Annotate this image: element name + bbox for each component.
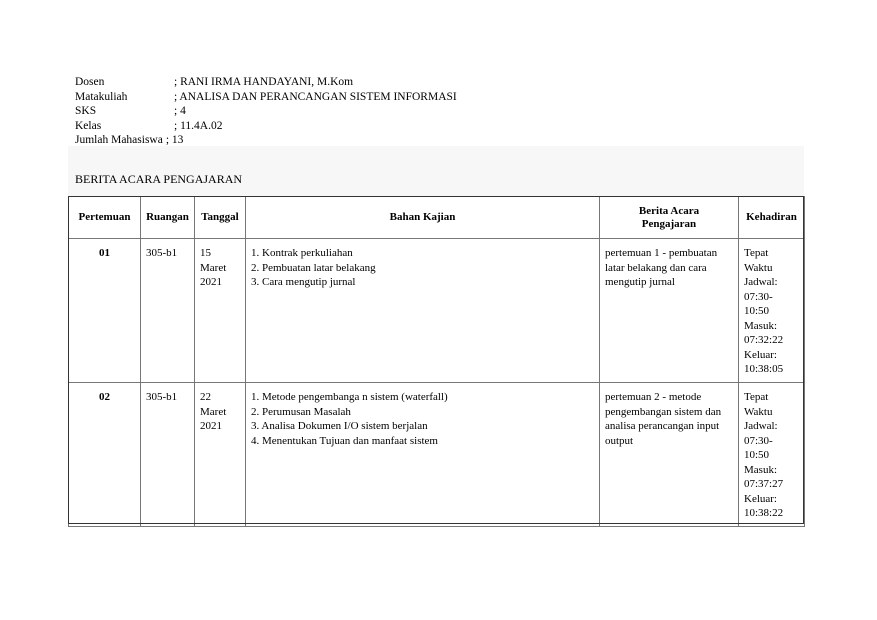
kehadiran-line: Jadwal: bbox=[744, 420, 778, 432]
kehadiran-line: 10:38:22 bbox=[744, 507, 784, 519]
col-berita-acara: Berita Acara Pengajaran bbox=[600, 197, 739, 239]
info-label: SKS bbox=[75, 105, 97, 118]
topic-item: 3. Analisa Dokumen I/O sistem berjalan bbox=[251, 420, 428, 432]
tanggal-month: Maret bbox=[200, 261, 227, 274]
tanggal-year: 2021 bbox=[200, 276, 222, 288]
kehadiran-line: 10:50 bbox=[744, 449, 770, 461]
cell-pertemuan: 01 bbox=[69, 239, 141, 383]
kehadiran-line: 07:30- bbox=[744, 290, 773, 303]
page-title: BERITA ACARA PENGAJARAN bbox=[75, 172, 243, 186]
cell-tanggal bbox=[195, 239, 246, 383]
tanggal-month: Maret bbox=[200, 405, 227, 418]
cell-tanggal bbox=[195, 383, 246, 527]
info-value: ; RANI IRMA HANDAYANI, M.Kom bbox=[174, 76, 354, 88]
info-value: ; 4 bbox=[174, 105, 186, 118]
kehadiran-line: Keluar: bbox=[744, 348, 777, 361]
tanggal-day: 22 bbox=[200, 391, 211, 403]
col-pertemuan: Pertemuan bbox=[69, 197, 141, 239]
topic-list bbox=[251, 390, 594, 448]
info-value: ; ANALISA DAN PERANCANGAN SISTEM INFORMASI bbox=[174, 90, 457, 103]
course-info bbox=[75, 75, 457, 148]
info-sks bbox=[75, 104, 457, 119]
table-row bbox=[69, 239, 805, 383]
col-bahan-kajian: Bahan Kajian bbox=[246, 197, 600, 239]
info-value: ; 11.4A.02 bbox=[174, 119, 223, 132]
info-value: ; 13 bbox=[165, 134, 184, 147]
cell-berita-acara: pertemuan 2 - metode pengembangan sistem dan analisa perancangan input output bbox=[600, 383, 739, 527]
topic-item: 4. Menentukan Tujuan dan manfaat sistem bbox=[251, 434, 438, 447]
kehadiran-line: Masuk: bbox=[744, 319, 777, 332]
col-ruangan: Ruangan bbox=[141, 197, 195, 239]
info-label: Dosen bbox=[75, 76, 105, 88]
kehadiran-line: Tepat bbox=[744, 391, 769, 403]
kehadiran-line: 10:38:05 bbox=[744, 363, 784, 375]
topic-list bbox=[251, 246, 594, 290]
kehadiran-line: 07:32:22 bbox=[744, 334, 784, 346]
tanggal-year: 2021 bbox=[200, 420, 222, 432]
cell-bahan-kajian bbox=[246, 383, 600, 527]
col-tanggal: Tanggal bbox=[195, 197, 246, 239]
cell-berita-acara: pertemuan 1 - pembuatan latar belakang dan cara mengutip jurnal bbox=[600, 239, 739, 383]
info-kelas bbox=[75, 119, 457, 134]
teaching-record-table bbox=[68, 196, 805, 527]
info-matakuliah bbox=[75, 90, 457, 105]
topic-item: 2. Pembuatan latar belakang bbox=[251, 261, 376, 274]
kehadiran-line: 07:37:27 bbox=[744, 478, 784, 490]
kehadiran-line: 10:50 bbox=[744, 305, 770, 317]
table-row bbox=[69, 383, 805, 527]
table-header-row bbox=[69, 197, 805, 239]
cell-pertemuan: 02 bbox=[69, 383, 141, 527]
info-label: Matakuliah bbox=[75, 90, 128, 103]
cell-kehadiran bbox=[739, 383, 805, 527]
kehadiran-line: Waktu bbox=[744, 405, 773, 418]
info-label: Kelas bbox=[75, 119, 102, 132]
kehadiran-line: Tepat bbox=[744, 247, 769, 259]
info-label: Jumlah Mahasiswa bbox=[75, 134, 163, 147]
col-kehadiran: Kehadiran bbox=[739, 197, 805, 239]
tanggal-day: 15 bbox=[200, 247, 211, 259]
cell-kehadiran bbox=[739, 239, 805, 383]
header-band bbox=[68, 146, 804, 196]
topic-item: 1. Metode pengembanga n sistem (waterfall) bbox=[251, 391, 448, 403]
kehadiran-line: Waktu bbox=[744, 261, 773, 274]
cell-ruangan: 305-b1 bbox=[141, 383, 195, 527]
info-dosen bbox=[75, 75, 457, 90]
cell-bahan-kajian bbox=[246, 239, 600, 383]
kehadiran-line: Jadwal: bbox=[744, 276, 778, 288]
kehadiran-line: Masuk: bbox=[744, 463, 777, 476]
topic-item: 3. Cara mengutip jurnal bbox=[251, 276, 356, 288]
topic-item: 1. Kontrak perkuliahan bbox=[251, 247, 353, 259]
topic-item: 2. Perumusan Masalah bbox=[251, 405, 351, 418]
kehadiran-line: 07:30- bbox=[744, 434, 773, 447]
cell-ruangan: 305-b1 bbox=[141, 239, 195, 383]
kehadiran-line: Keluar: bbox=[744, 492, 777, 505]
